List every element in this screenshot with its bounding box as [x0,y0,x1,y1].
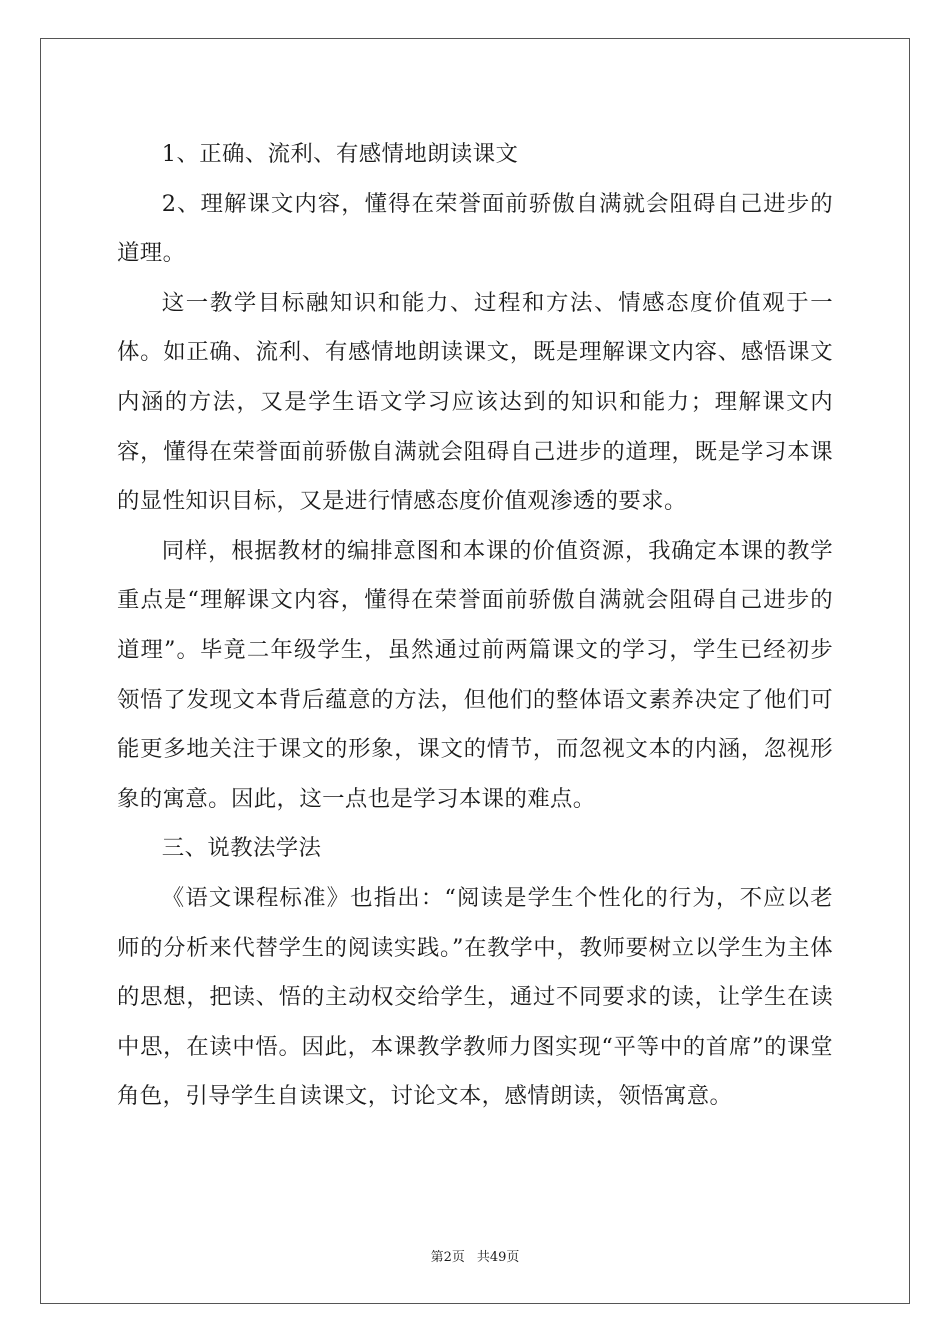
section-heading-methods: 三、说教法学法 [161,835,322,862]
page-total: 共49页 [476,1250,520,1265]
paragraph-objective-analysis: 这一教学目标融知识和能力、过程和方法、情感态度价值观于一体。如正确、流利、有感情地朗读课文，既是理解课文内容、感悟课文内涵的方法，又是学生语文学习应该达到的知识和能力；理解课文内容，懂得在荣誉面前骄傲自满就会阻碍自己进步的道理，既是学习本课的显性知识目标，又是进行情感态度价值观渗透的要求。 [117,289,833,515]
paragraph-objective-2: 2、理解课文内容，懂得在荣誉面前骄傲自满就会阻碍自己进步的道理。 [117,190,833,267]
paragraph-methods: 《语文课程标准》也指出：“阅读是学生个性化的行为，不应以老师的分析来代替学生的阅读实践。”在教学中，教师要树立以学生为主体的思想，把读、悟的主动权交给学生，通过不同要求的读，让学生在读中思，在读中悟。因此，本课教学教师力图实现“平等中的首席”的课堂角色，引导学生自读课文，讨论文本，感情朗读，领悟寓意。 [117,884,833,1110]
document-body [117,130,833,1122]
paragraph-teaching-focus: 同样，根据教材的编排意图和本课的价值资源，我确定本课的教学重点是“理解课文内容，懂得在荣誉面前骄傲自满就会阻碍自己进步的道理”。毕竟二年级学生，虽然通过前两篇课文的学习，学生已经初步领悟了发现文本背后蕴意的方法，但他们的整体语文素养决定了他们可能更多地关注于课文的形象，课文的情节，而忽视文本的内涵，忽视形象的寓意。因此，这一点也是学习本课的难点。 [117,537,833,812]
page-number: 第2页 [430,1250,465,1265]
paragraph-objective-1: 1、正确、流利、有感情地朗读课文 [161,141,519,167]
page-footer [0,1246,950,1265]
